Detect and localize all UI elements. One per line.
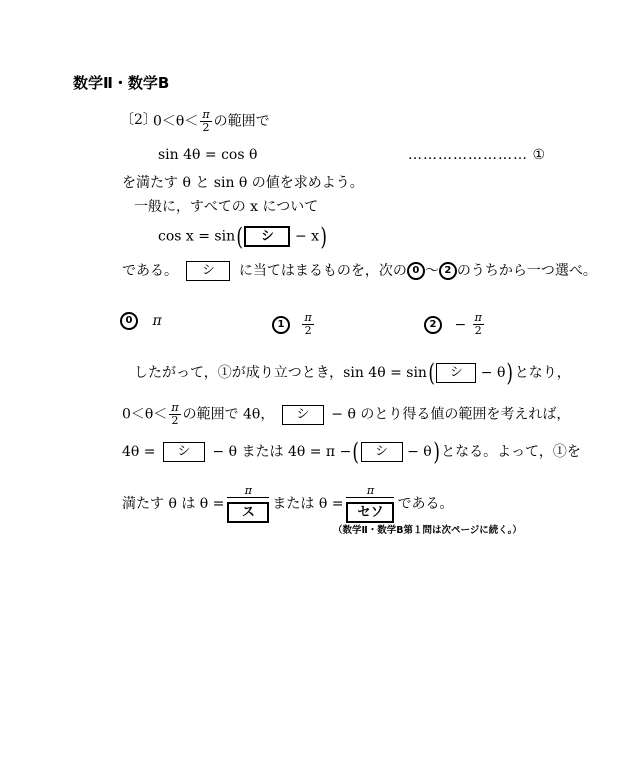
question-suffix-b: のうちから一つ選べ。 xyxy=(456,263,597,279)
line1-b: が成り立つとき，sin 4θ = sin xyxy=(231,365,427,381)
question-prefix: である。 xyxy=(122,263,178,279)
line2-c: − θ のとり得る値の範囲を考えれば， xyxy=(331,406,571,423)
question-line xyxy=(122,261,597,281)
line2-a: 0＜θ＜ xyxy=(122,406,168,423)
option-2-den: 2 xyxy=(473,324,484,337)
line1-box-shi[interactable]: シ xyxy=(436,363,476,383)
option-2-num: π xyxy=(474,311,482,324)
equation-main: sin 4θ = cos θ xyxy=(158,147,258,163)
line1-d: となり， xyxy=(514,365,571,381)
intro-condition xyxy=(153,109,270,134)
line3-box-shi-1[interactable]: シ xyxy=(163,442,205,462)
line4-frac2-den xyxy=(346,497,394,524)
line1-left-paren: ( xyxy=(428,359,435,387)
find-text: を満たす θ と sin θ の値を求めよう。 xyxy=(122,175,364,191)
line1-a: したがって， xyxy=(134,365,218,381)
answer-box-shi[interactable]: シ xyxy=(244,226,290,247)
line2-frac-den: 2 xyxy=(169,414,180,427)
option-2-fraction xyxy=(473,312,484,337)
line4-a: 満たす θ は θ = xyxy=(122,496,225,512)
option-1[interactable] xyxy=(272,312,316,337)
option-mark-first: 0 xyxy=(407,262,425,280)
option-2[interactable] xyxy=(424,312,486,337)
intro-frac-den: 2 xyxy=(200,121,211,134)
option-1-den: 2 xyxy=(302,324,313,337)
line1-ref: ① xyxy=(217,365,232,381)
answer-box-su[interactable]: ス xyxy=(227,502,269,523)
line3-left-paren: ( xyxy=(352,438,360,466)
identity-right: − x xyxy=(294,228,320,245)
solution-line-3 xyxy=(122,438,581,466)
line4-frac1-num: π xyxy=(244,484,252,497)
problem-label: 〔2〕 xyxy=(120,112,157,128)
equation-number: ① xyxy=(532,147,546,163)
line2-frac-num: π xyxy=(171,401,179,414)
line4-fraction-2 xyxy=(346,484,394,524)
option-2-mark: 2 xyxy=(424,316,442,334)
option-1-num: π xyxy=(304,311,312,324)
solution-line-2 xyxy=(122,402,570,427)
option-1-fraction xyxy=(302,312,313,337)
line3-ref: ① xyxy=(552,444,567,460)
line2-box-shi[interactable]: シ xyxy=(282,405,324,425)
intro-frac-num: π xyxy=(202,108,210,121)
question-tilde: 〜 xyxy=(424,263,439,279)
line4-c: である。 xyxy=(397,496,454,512)
solution-line-1 xyxy=(134,359,571,387)
intro-cond-left: 0＜θ＜ xyxy=(153,113,199,130)
solution-line-4 xyxy=(122,484,453,524)
line4-frac2-num: π xyxy=(366,484,375,497)
identity-line xyxy=(158,222,328,251)
question-suffix-a: に当てはまるものを，次の xyxy=(238,263,407,279)
line3-box-shi-2[interactable]: シ xyxy=(361,442,403,462)
option-mark-last: 2 xyxy=(439,262,457,280)
left-paren: ( xyxy=(236,222,244,251)
line1-right-paren: ) xyxy=(506,359,514,387)
line3-a: 4θ = xyxy=(122,444,156,460)
leader-dots: …………………… xyxy=(408,147,528,163)
option-0-mark: 0 xyxy=(120,312,138,330)
line3-e: を xyxy=(566,444,581,460)
line2-b: の範囲で 4θ， xyxy=(182,406,275,423)
intro-cond-right: の範囲で xyxy=(213,113,270,130)
equation-ref-line xyxy=(408,146,545,164)
answer-box-shi-ref[interactable]: シ xyxy=(186,261,230,281)
line4-frac1-den xyxy=(227,497,269,524)
identity-left: cos x = sin xyxy=(158,228,236,245)
page-title: 数学Ⅱ・数学B xyxy=(73,74,170,92)
general-text: 一般に，すべての x について xyxy=(134,199,319,215)
line4-fraction-1 xyxy=(227,484,269,524)
line3-c: − θ xyxy=(407,444,432,460)
answer-box-seso[interactable]: セソ xyxy=(346,502,394,523)
line2-fraction xyxy=(169,402,180,427)
option-1-mark: 1 xyxy=(272,316,290,334)
intro-fraction xyxy=(200,109,211,134)
line3-b: − θ または 4θ = π − xyxy=(212,444,352,460)
option-0[interactable] xyxy=(120,312,162,330)
right-paren: ) xyxy=(320,222,327,251)
continuation-note: （数学Ⅱ・数学B第１問は次ページに続く。） xyxy=(333,525,522,536)
line3-d: となる。よって， xyxy=(441,444,553,460)
line1-c: − θ xyxy=(480,365,506,381)
line3-right-paren: ) xyxy=(433,438,440,466)
option-0-value: π xyxy=(152,313,162,329)
option-2-sign: − xyxy=(454,316,467,333)
line4-b: または θ = xyxy=(272,496,344,512)
